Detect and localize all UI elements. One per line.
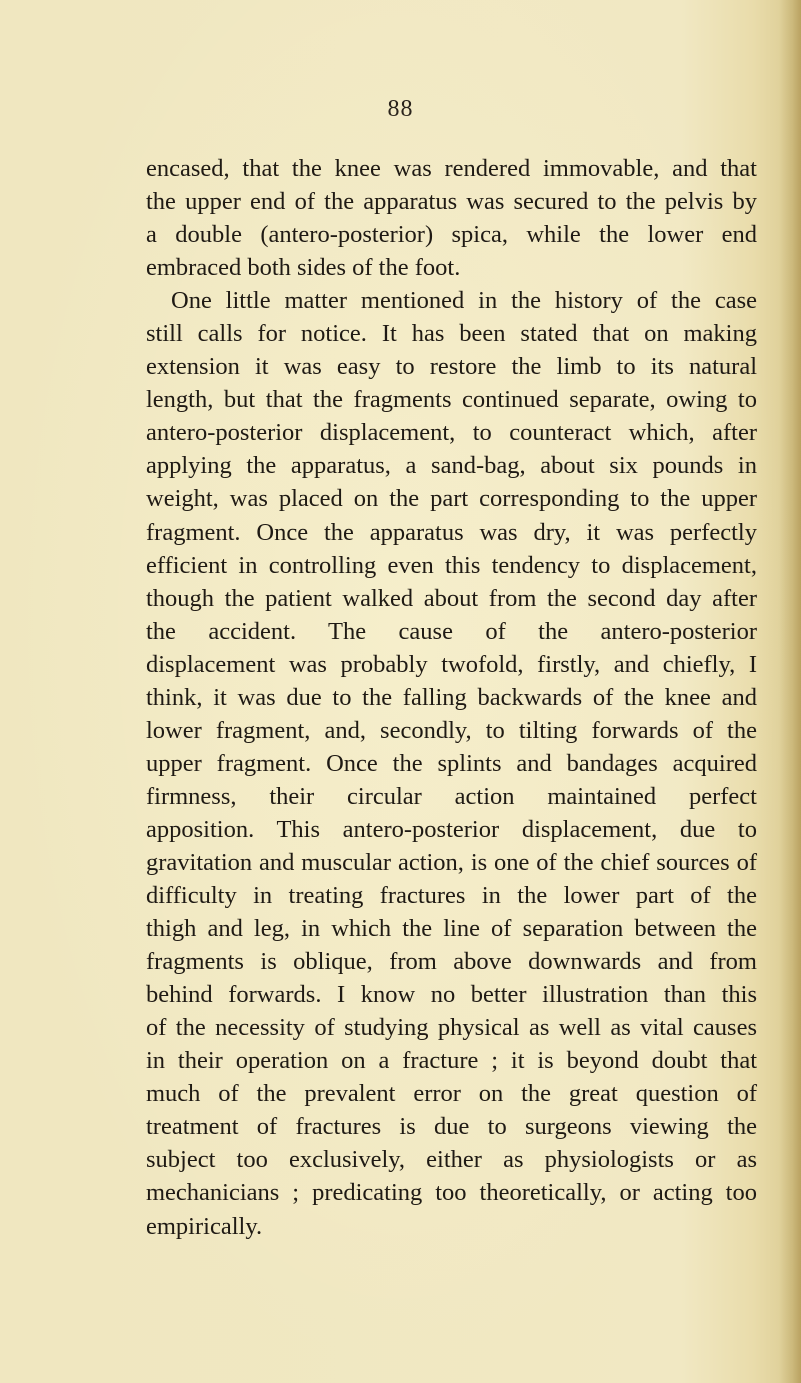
text-line: weight, was placed on the part corresponding to the upper [146,485,757,513]
text-line: though the patient walked about from the second day after [146,584,757,612]
text-line: One little matter mentioned in the history of the case [171,287,757,315]
body-text [146,152,757,1243]
text-line: empirically. [146,1212,263,1240]
text-line: still calls for notice. It has been stated that on making [146,320,757,348]
text-line: mechanicians ; predicating too theoretically, or acting too [146,1179,757,1207]
page-number: 88 [387,96,414,122]
text-line: think, it was due to the falling backwards of the knee and [146,683,757,711]
text-line: fragment. Once the apparatus was dry, it was perfectly [146,518,757,546]
page-edge-stain [779,0,801,1383]
text-line: upper fragment. Once the splints and bandages acquired [146,749,757,777]
text-line: encased, that the knee was rendered immovable, and that [146,155,757,182]
text-line: thigh and leg, in which the line of separation between the [146,915,757,943]
text-line: much of the prevalent error on the great question of [146,1080,757,1108]
text-line: lower fragment, and, secondly, to tilting forwards of the [146,716,757,744]
text-line: in their operation on a fracture ; it is beyond doubt that [146,1047,757,1075]
text-line: efficient in controlling even this tendency to displacement, [146,551,757,579]
text-line: firmness, their circular action maintained perfect [146,782,757,810]
text-line: the accident. The cause of the antero-posterior [146,617,757,645]
text-line: the upper end of the apparatus was secured to the pelvis by [146,188,757,216]
text-line: of the necessity of studying physical as well as vital causes [146,1014,757,1042]
text-line: length, but that the fragments continued separate, owing to [146,386,757,414]
text-line: apposition. This antero-posterior displacement, due to [146,815,757,843]
text-line: extension it was easy to restore the limb to its natural [146,353,757,381]
text-line: difficulty in treating fractures in the lower part of the [146,882,757,910]
text-line: a double (antero-posterior) spica, while the lower end [146,221,757,249]
text-line: gravitation and muscular action, is one of the chief sources of [146,848,757,876]
text-line: behind forwards. I know no better illustration than this [146,981,757,1009]
text-line: treatment of fractures is due to surgeons viewing the [146,1113,757,1141]
text-line: subject too exclusively, either as physiologists or as [146,1146,757,1174]
text-line: fragments is oblique, from above downwards and from [146,948,757,976]
text-line: applying the apparatus, a sand-bag, about six pounds in [146,452,757,480]
text-line: displacement was probably twofold, firstly, and chiefly, I [146,650,757,678]
text-line: antero-posterior displacement, to counteract which, after [146,419,757,447]
text-line: embraced both sides of the foot. [146,254,461,282]
